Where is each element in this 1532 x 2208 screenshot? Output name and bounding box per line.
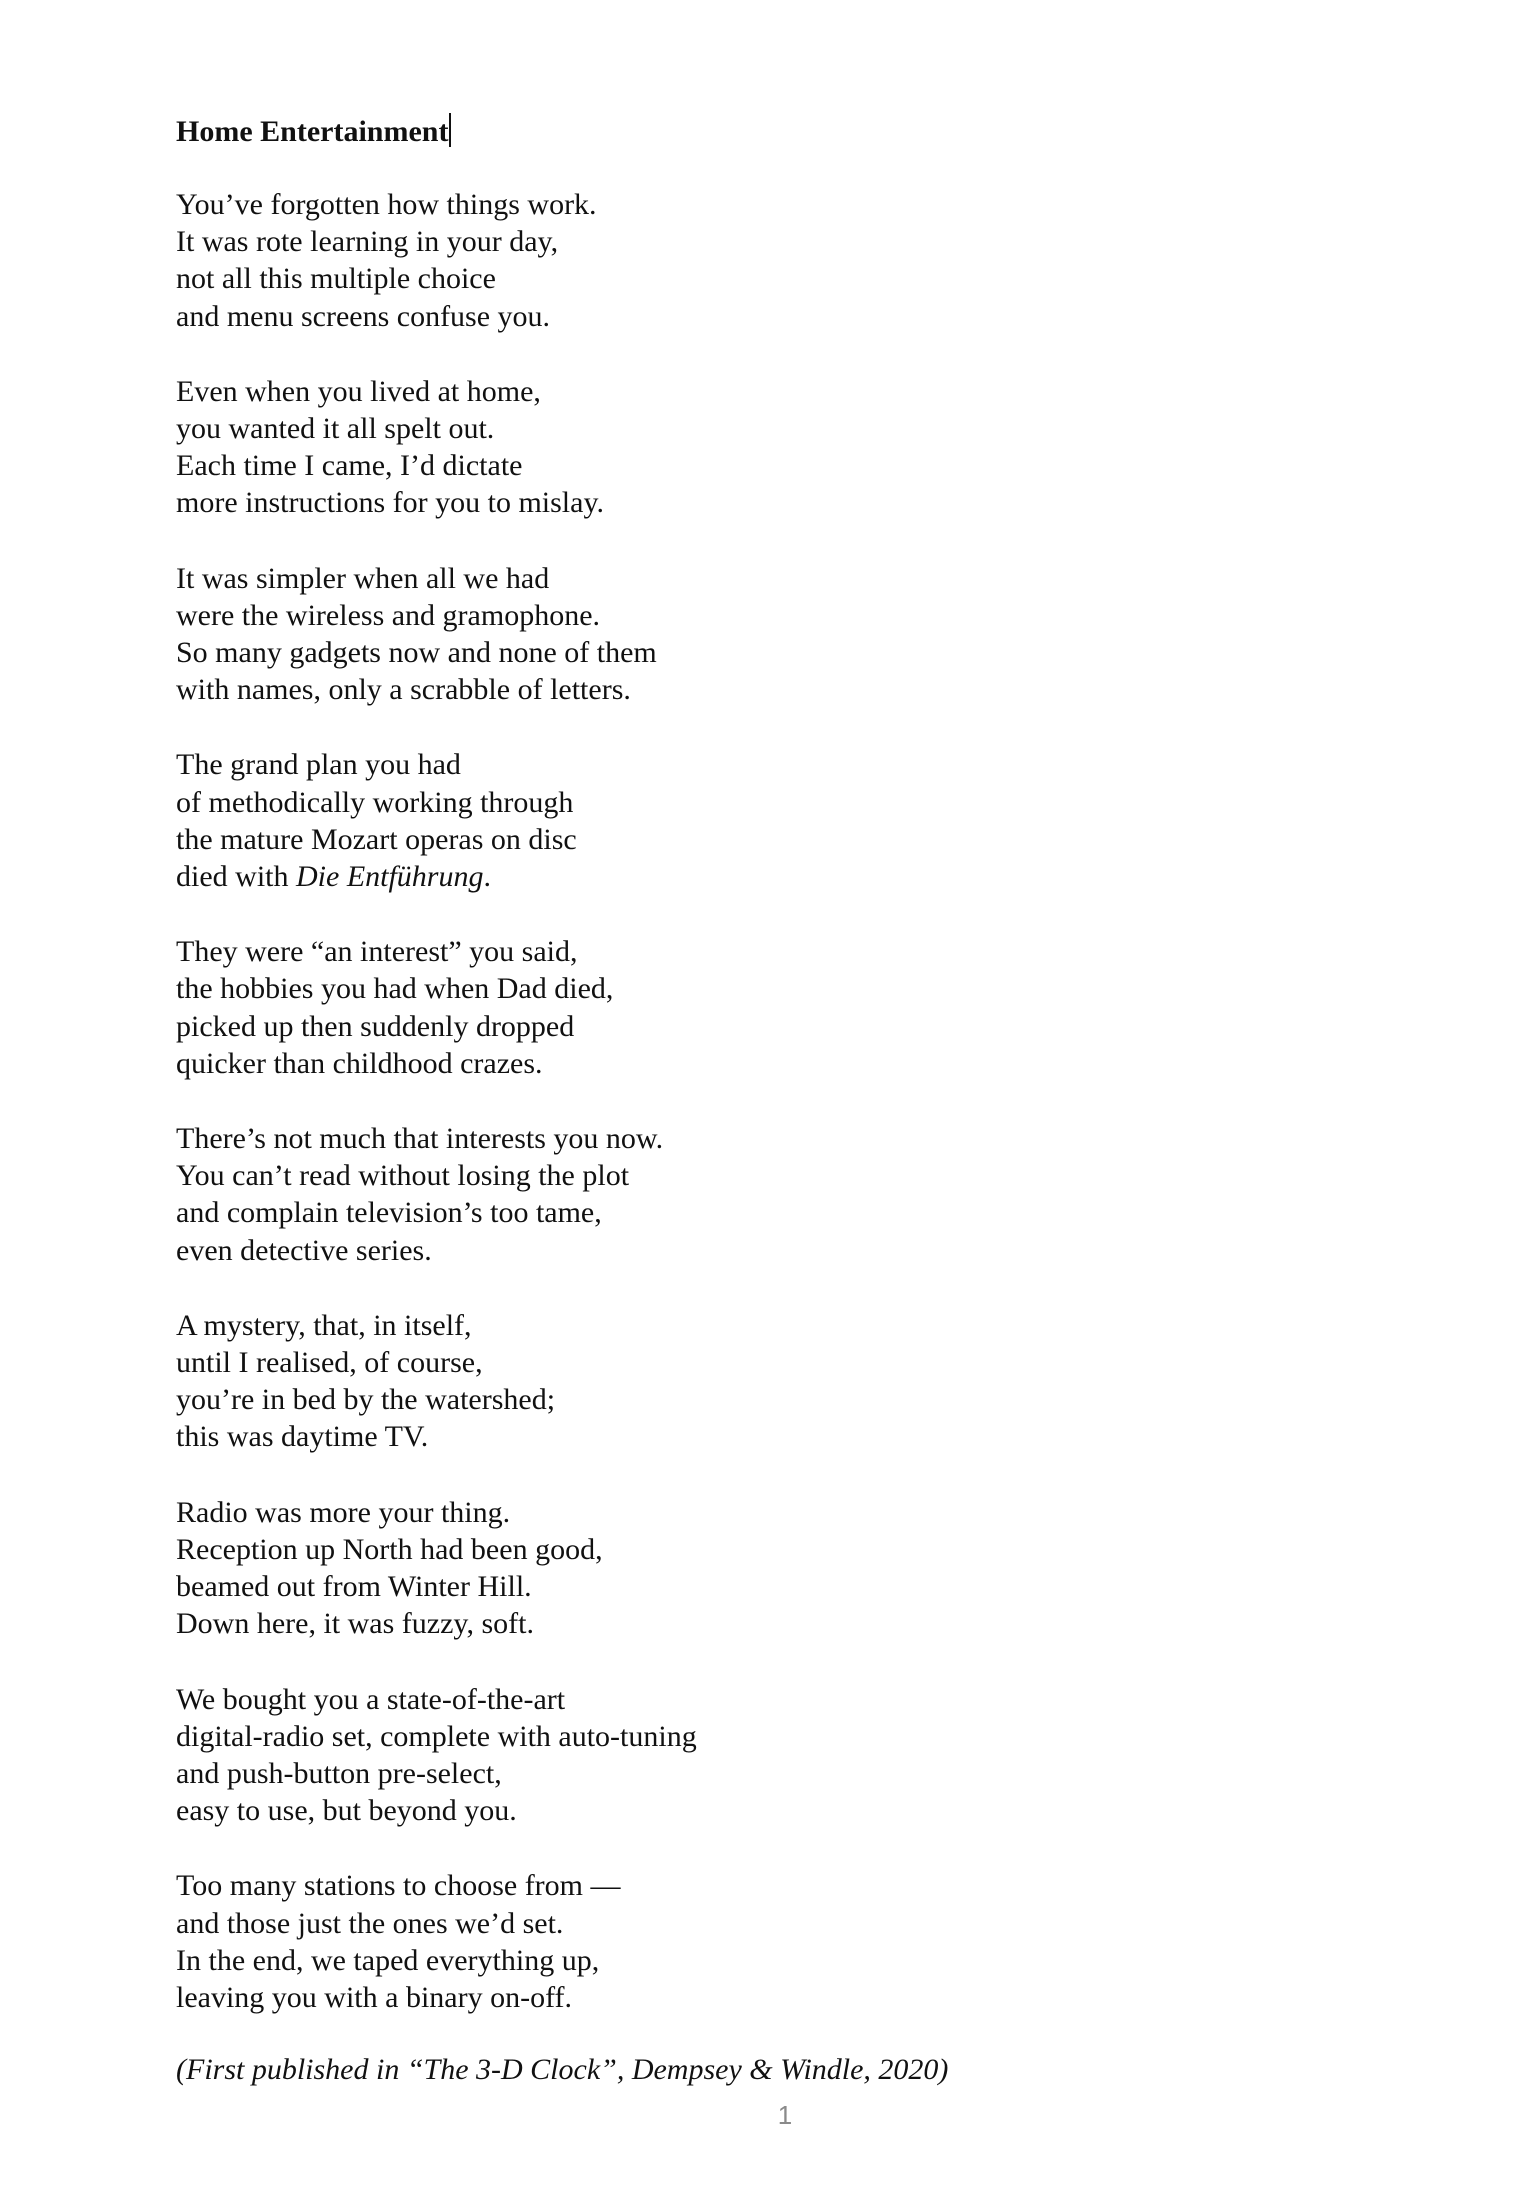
poem-line: this was daytime TV. [176, 1420, 429, 1454]
stanza-5 [176, 933, 1376, 1082]
opera-title-italic: Die Entführung [296, 860, 484, 894]
poem-title-text: Home Entertainment [176, 115, 449, 148]
page-number: 1 [777, 2100, 793, 2130]
poem-line: Reception up North had been good, [176, 1532, 603, 1566]
poem-line: the mature Mozart operas on disc [176, 822, 577, 856]
poem-line: You’ve forgotten how things work. [176, 188, 597, 221]
poem-line: until I realised, of course, [176, 1346, 483, 1380]
poem-line: and menu screens confuse you. [176, 299, 551, 333]
poem-line: In the end, we taped everything up, [176, 1943, 600, 1977]
poem-line: leaving you with a binary on-off. [176, 1980, 573, 2014]
stanza-7 [176, 1307, 1376, 1456]
stanza-9 [176, 1681, 1376, 1830]
poem-line: not all this multiple choice [176, 262, 496, 296]
poem-line: even detective series. [176, 1233, 432, 1267]
poem-line: picked up then suddenly dropped [176, 1009, 575, 1043]
poem-line: beamed out from Winter Hill. [176, 1570, 532, 1604]
stanza-3 [176, 560, 1376, 709]
poem-line: There’s not much that interests you now. [176, 1122, 664, 1156]
stanza-4 [176, 746, 1376, 895]
poem-line: Even when you lived at home, [176, 374, 541, 408]
poem-line: Each time I came, I’d dictate [176, 449, 523, 483]
poem-line: of methodically working through [176, 785, 574, 819]
poem-line: They were “an interest” you said, [176, 935, 578, 969]
poem-line: We bought you a state-of-the-art [176, 1682, 566, 1716]
poem-line: Down here, it was fuzzy, soft. [176, 1607, 534, 1641]
poem-line: easy to use, but beyond you. [176, 1794, 517, 1828]
poem-line: The grand plan you had [176, 748, 461, 782]
poem-line: were the wireless and gramophone. [176, 598, 601, 632]
document-body[interactable] [176, 112, 1376, 2090]
poem-line: you’re in bed by the watershed; [176, 1383, 556, 1417]
stanza-10 [176, 1867, 1376, 2016]
stanza-8 [176, 1494, 1376, 1643]
poem-line: A mystery, that, in itself, [176, 1308, 472, 1342]
stanza-6 [176, 1120, 1376, 1269]
text-cursor [449, 113, 451, 147]
poem-line: quicker than childhood crazes. [176, 1046, 543, 1080]
poem-line: and complain television’s too tame, [176, 1196, 602, 1230]
poem-line-prefix: died with [176, 860, 296, 894]
poem-line: and push-button pre-select, [176, 1756, 502, 1790]
poem-line: you wanted it all spelt out. [176, 412, 495, 446]
poem-line: It was simpler when all we had [176, 561, 550, 595]
poem-line: Too many stations to choose from — [176, 1869, 621, 1903]
poem-line: with names, only a scrabble of letters. [176, 673, 631, 707]
poem-line: the hobbies you had when Dad died, [176, 972, 614, 1006]
poem-line: and those just the ones we’d set. [176, 1906, 564, 1940]
poem-line: Radio was more your thing. [176, 1495, 511, 1529]
poem-line: You can’t read without losing the plot [176, 1159, 630, 1193]
poem-line: digital-radio set, complete with auto-tuning [176, 1719, 697, 1753]
poem-line-suffix: . [483, 860, 491, 894]
poem-line: It was rote learning in your day, [176, 225, 559, 259]
poem-title [176, 112, 1376, 152]
poem-line: So many gadgets now and none of them [176, 636, 657, 670]
poem-line: more instructions for you to mislay. [176, 486, 604, 520]
poem-line-mixed [176, 858, 1376, 895]
stanza-1 [176, 186, 1376, 335]
publication-credit: (First published in “The 3-D Clock”, Dempsey & Windle, 2020) [176, 2053, 949, 2087]
stanza-2 [176, 373, 1376, 522]
